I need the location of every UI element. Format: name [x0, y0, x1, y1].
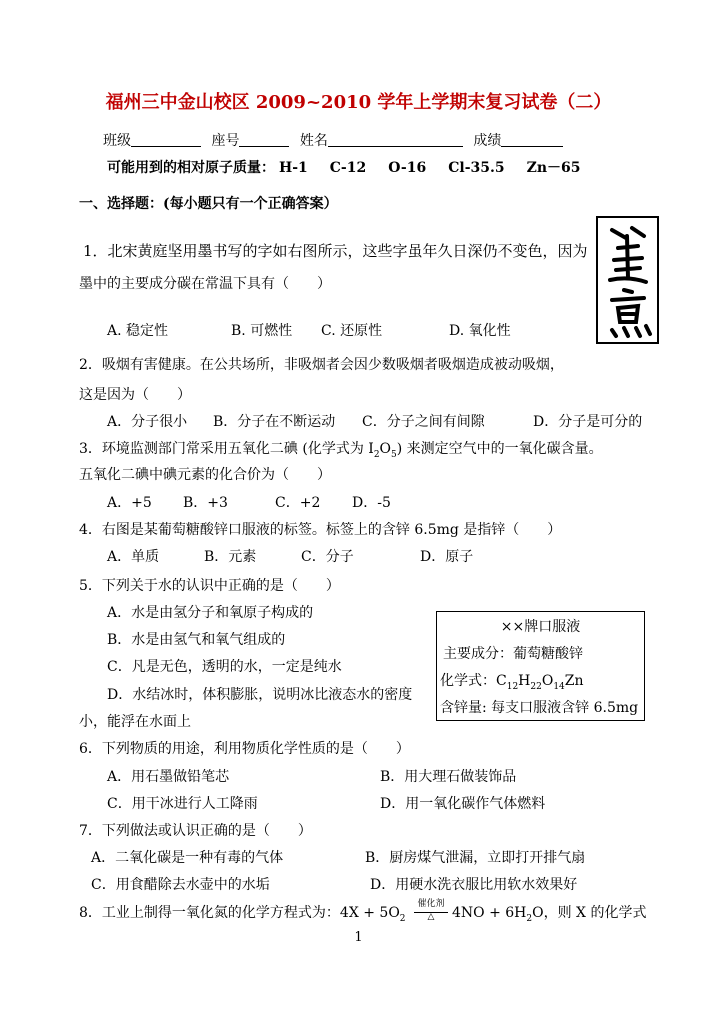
score-blank[interactable]	[501, 132, 563, 147]
seat-label: 座号	[211, 133, 240, 149]
q2-option-a[interactable]: A．分子很小	[107, 414, 188, 430]
q5-option-b[interactable]: B．水是由氢气和氧气组成的	[107, 632, 286, 648]
atom-item: Cl-35.5	[448, 160, 505, 176]
question-8-line1: 8．工业上制得一氧化氮的化学方程式为：$4X + 5O_2$ 催化剂 △ $4NO + 6H_2O$，则 X 的化学式	[79, 899, 647, 924]
reaction-condition: 催化剂 △	[412, 906, 450, 920]
q7-option-c[interactable]: C．用食醋除去水壶中的水垢	[91, 877, 270, 893]
q3-option-c[interactable]: C．+2	[275, 495, 321, 511]
label-formula: 化学式：$C_{12}H_{22}O_{14}Zn$	[440, 673, 584, 692]
question-4-line1: 4．右图是某葡萄糖酸锌口服液的标签。标签上的含锌 6.5mg 是指锌（ ）	[79, 522, 562, 538]
q2-option-b[interactable]: B．分子在不断运动	[213, 414, 336, 430]
q7-option-b[interactable]: B．厨房煤气泄漏，立即打开排气扇	[365, 850, 586, 866]
atomic-mass-row	[107, 157, 603, 177]
q2-option-d[interactable]: D．分子是可分的	[533, 414, 643, 430]
q7-option-d[interactable]: D．用硬水洗衣服比用软水效果好	[370, 877, 578, 893]
question-5-line1: 5．下列关于水的认识中正确的是（ ）	[79, 578, 340, 594]
atom-item: H-1	[279, 160, 308, 176]
question-1-line1: 1．北宋黄庭坚用墨书写的字如右图所示，这些字虽年久日深仍不变色，因为	[83, 242, 588, 260]
atom-item: O-16	[388, 160, 427, 176]
atom-item: C-12	[329, 160, 367, 176]
q5-option-d-cont: 小，能浮在水面上	[79, 714, 191, 730]
q3-option-a[interactable]: A．+5	[107, 495, 152, 511]
atomic-mass-label: 可能用到的相对原子质量：	[107, 160, 275, 176]
question-6-line1: 6．下列物质的用途，利用物质化学性质的是（ ）	[79, 741, 410, 757]
name-label: 姓名	[299, 133, 328, 149]
q5-option-a[interactable]: A．水是由氢分子和氧原子构成的	[107, 605, 314, 621]
atom-item: Zn－65	[526, 160, 581, 176]
question-3-line2: 五氧化二碘中碘元素的化合价为（ ）	[79, 467, 331, 483]
q1-option-d[interactable]: D. 氧化性	[449, 323, 511, 339]
question-1-line2: 墨中的主要成分碳在常温下具有（ ）	[79, 276, 331, 292]
q4-option-a[interactable]: A．单质	[107, 549, 160, 565]
label-zinc-content: 含锌量: 每支口服液含锌 6.5mg	[440, 700, 639, 716]
section-heading: 一、选择题：(每小题只有一个正确答案）	[79, 196, 338, 212]
question-7-line1: 7．下列做法或认识正确的是（ ）	[79, 823, 312, 839]
q6-option-c[interactable]: C．用干冰进行人工降雨	[107, 796, 258, 812]
label-title: ××牌口服液	[500, 619, 581, 635]
class-blank[interactable]	[131, 132, 201, 147]
seat-blank[interactable]	[239, 132, 289, 147]
q6-option-d[interactable]: D．用一氧化碳作气体燃料	[380, 796, 546, 812]
page-title: 福州三中金山校区 2009~2010 学年上学期末复习试卷（二）	[105, 92, 612, 113]
q7-option-a[interactable]: A．二氧化碳是一种有毒的气体	[91, 850, 284, 866]
question-2-line2: 这是因为（ ）	[79, 387, 191, 403]
q6-option-b[interactable]: B．用大理石做装饰品	[380, 769, 517, 785]
q5-option-d[interactable]: D．水结冰时，体积膨胀，说明冰比液态水的密度	[107, 687, 413, 703]
calligraphy-brush-icon	[598, 218, 657, 342]
calligraphy-image	[596, 216, 659, 344]
q4-option-c[interactable]: C．分子	[301, 549, 354, 565]
question-2-line1: 2．吸烟有害健康。在公共场所，非吸烟者会因少数吸烟者吸烟造成被动吸烟，	[79, 357, 564, 373]
label-ingredient: 主要成分：葡萄糖酸锌	[443, 646, 583, 662]
student-info-row	[103, 130, 563, 150]
class-label: 班级	[103, 133, 131, 149]
q3-option-b[interactable]: B．+3	[183, 495, 228, 511]
q1-option-a[interactable]: A. 稳定性	[107, 323, 169, 339]
q5-option-c[interactable]: C．凡是无色，透明的水，一定是纯水	[107, 659, 342, 675]
q1-option-b[interactable]: B. 可燃性	[231, 323, 293, 339]
page-number: 1	[354, 930, 363, 945]
name-blank[interactable]	[328, 132, 463, 147]
q3-option-d[interactable]: D．-5	[352, 495, 391, 511]
q1-option-c[interactable]: C. 还原性	[321, 323, 383, 339]
product-label-box	[436, 611, 645, 721]
q2-option-c[interactable]: C．分子之间有间隙	[362, 414, 485, 430]
q6-option-a[interactable]: A．用石墨做铅笔芯	[107, 769, 230, 785]
q4-option-d[interactable]: D．原子	[420, 549, 474, 565]
q4-option-b[interactable]: B．元素	[204, 549, 257, 565]
question-3-line1: 3．环境监测部门常采用五氧化二碘 (化学式为 $I_2O_5$) 来测定空气中的一氧化碳含量。	[79, 441, 603, 460]
score-label: 成绩	[473, 133, 502, 149]
